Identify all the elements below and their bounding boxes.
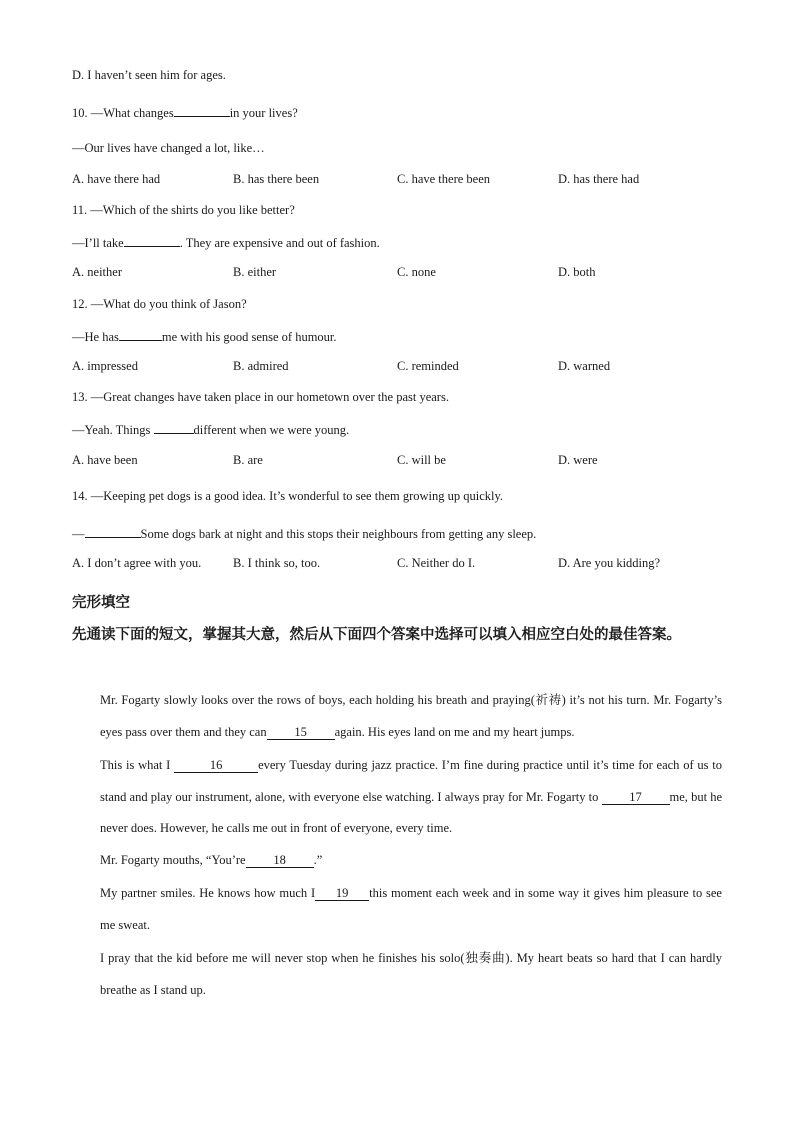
q13-option-c[interactable]: C. will be bbox=[397, 453, 446, 467]
p1-text-post: again. His eyes land on me and my heart jumps. bbox=[334, 724, 575, 739]
q13-prompt: 13. —Great changes have taken place in our hometown over the past years. bbox=[72, 390, 449, 404]
q14-options bbox=[72, 556, 722, 574]
q12-option-a[interactable]: A. impressed bbox=[72, 359, 138, 373]
q11-answer-post: . They are expensive and out of fashion. bbox=[179, 236, 380, 250]
q12-option-d[interactable]: D. warned bbox=[558, 359, 611, 373]
cloze-paragraph-3 bbox=[100, 853, 322, 868]
q12-options bbox=[72, 359, 722, 377]
q14-option-a[interactable]: A. I don’t agree with you. bbox=[72, 556, 202, 570]
q12-answer bbox=[72, 328, 337, 345]
cloze-paragraph-2 bbox=[72, 750, 722, 845]
q12-option-c[interactable]: C. reminded bbox=[397, 359, 459, 373]
p4-text-pre: My partner smiles. He knows how much I bbox=[100, 886, 316, 900]
q14-answer-pre: — bbox=[72, 527, 85, 541]
q14-option-d[interactable]: D. Are you kidding? bbox=[558, 556, 661, 570]
blank-17[interactable]: 17 bbox=[602, 791, 670, 805]
section-instruction: 先通读下面的短文，掌握其大意，然后从下面四个答案中选择可以填入相应空白处的最佳答案。 bbox=[72, 627, 681, 643]
q10-option-d[interactable]: D. has there had bbox=[558, 172, 640, 186]
answer-blank bbox=[85, 525, 141, 538]
answer-blank bbox=[174, 104, 230, 117]
q11-option-c[interactable]: C. none bbox=[397, 265, 436, 279]
blank-19[interactable]: 19 bbox=[315, 887, 369, 901]
q10-prompt-pre: 10. —What changes bbox=[72, 106, 174, 120]
q12-prompt: 12. —What do you think of Jason? bbox=[72, 297, 247, 311]
cloze-paragraph-5: I pray that the kid before me will never stop when he finishes his solo(独奏曲). My heart beats so hard that I can hardly breathe as I stand up. bbox=[100, 951, 722, 997]
q13-options bbox=[72, 453, 722, 471]
answer-blank bbox=[154, 421, 194, 434]
q10-prompt bbox=[72, 104, 298, 121]
q11-option-b[interactable]: B. either bbox=[233, 265, 277, 279]
p2-text-pre: This is what I bbox=[100, 758, 175, 772]
section-title: 完形填空 bbox=[72, 595, 130, 611]
q14-prompt: 14. —Keeping pet dogs is a good idea. It’s wonderful to see them growing up quickly. bbox=[72, 489, 504, 503]
q10-prompt-post: in your lives? bbox=[229, 106, 298, 120]
q14-answer bbox=[72, 525, 536, 542]
q10-option-b[interactable]: B. has there been bbox=[233, 172, 320, 186]
blank-18[interactable]: 18 bbox=[246, 854, 314, 868]
q11-answer-pre: —I’ll take bbox=[72, 236, 124, 250]
q11-options bbox=[72, 265, 722, 283]
q13-option-a[interactable]: A. have been bbox=[72, 453, 138, 467]
p4-text-post: this moment each week and in some way it gives him pleasure to see me sweat. bbox=[100, 886, 722, 932]
blank-15[interactable]: 15 bbox=[267, 726, 335, 740]
q10-answer: —Our lives have changed a lot, like… bbox=[72, 141, 265, 155]
p1-text-pre: Mr. Fogarty slowly looks over the rows of boys, each holding his breath and praying(祈祷) it’s not his turn. Mr. Fogarty’s eyes pass over them and they can bbox=[100, 693, 722, 739]
q11-prompt: 11. —Which of the shirts do you like better? bbox=[72, 203, 295, 217]
q10-option-c[interactable]: C. have there been bbox=[397, 172, 491, 186]
p2-text-post: me, but he never does. However, he calls me out in front of everyone, every time. bbox=[100, 789, 723, 835]
q11-option-a[interactable]: A. neither bbox=[72, 265, 122, 279]
q11-answer bbox=[72, 234, 380, 251]
cloze-paragraph-1 bbox=[72, 685, 722, 748]
q9-option-d: D. I haven’t seen him for ages. bbox=[72, 68, 226, 82]
p3-text-post: .” bbox=[313, 853, 323, 867]
q13-option-b[interactable]: B. are bbox=[233, 453, 263, 467]
q14-option-b[interactable]: B. I think so, too. bbox=[233, 556, 321, 570]
answer-blank bbox=[124, 234, 180, 247]
q14-answer-post: Some dogs bark at night and this stops their neighbours from getting any sleep. bbox=[140, 527, 537, 541]
q13-option-d[interactable]: D. were bbox=[558, 453, 598, 467]
q14-option-c[interactable]: C. Neither do I. bbox=[397, 556, 476, 570]
q11-option-d[interactable]: D. both bbox=[558, 265, 596, 279]
q12-answer-pre: —He has bbox=[72, 330, 119, 344]
q10-option-a[interactable]: A. have there had bbox=[72, 172, 161, 186]
answer-blank bbox=[119, 328, 162, 341]
p2-text-mid: every Tuesday during jazz practice. I’m fine during practice until it’s time for each of us to stand and play our instrument, alone, with everyone else watching. I always pray for Mr. Fogarty to bbox=[100, 758, 722, 804]
q10-options bbox=[72, 172, 722, 190]
q13-answer-post: different when we were young. bbox=[193, 423, 350, 437]
cloze-paragraph-4 bbox=[72, 878, 722, 941]
q13-answer bbox=[72, 421, 349, 438]
q12-answer-post: me with his good sense of humour. bbox=[161, 330, 337, 344]
q13-answer-pre: —Yeah. Things bbox=[72, 423, 154, 437]
blank-16[interactable]: 16 bbox=[174, 759, 258, 773]
q12-option-b[interactable]: B. admired bbox=[233, 359, 289, 373]
p3-text-pre: Mr. Fogarty mouths, “You’re bbox=[100, 853, 246, 867]
